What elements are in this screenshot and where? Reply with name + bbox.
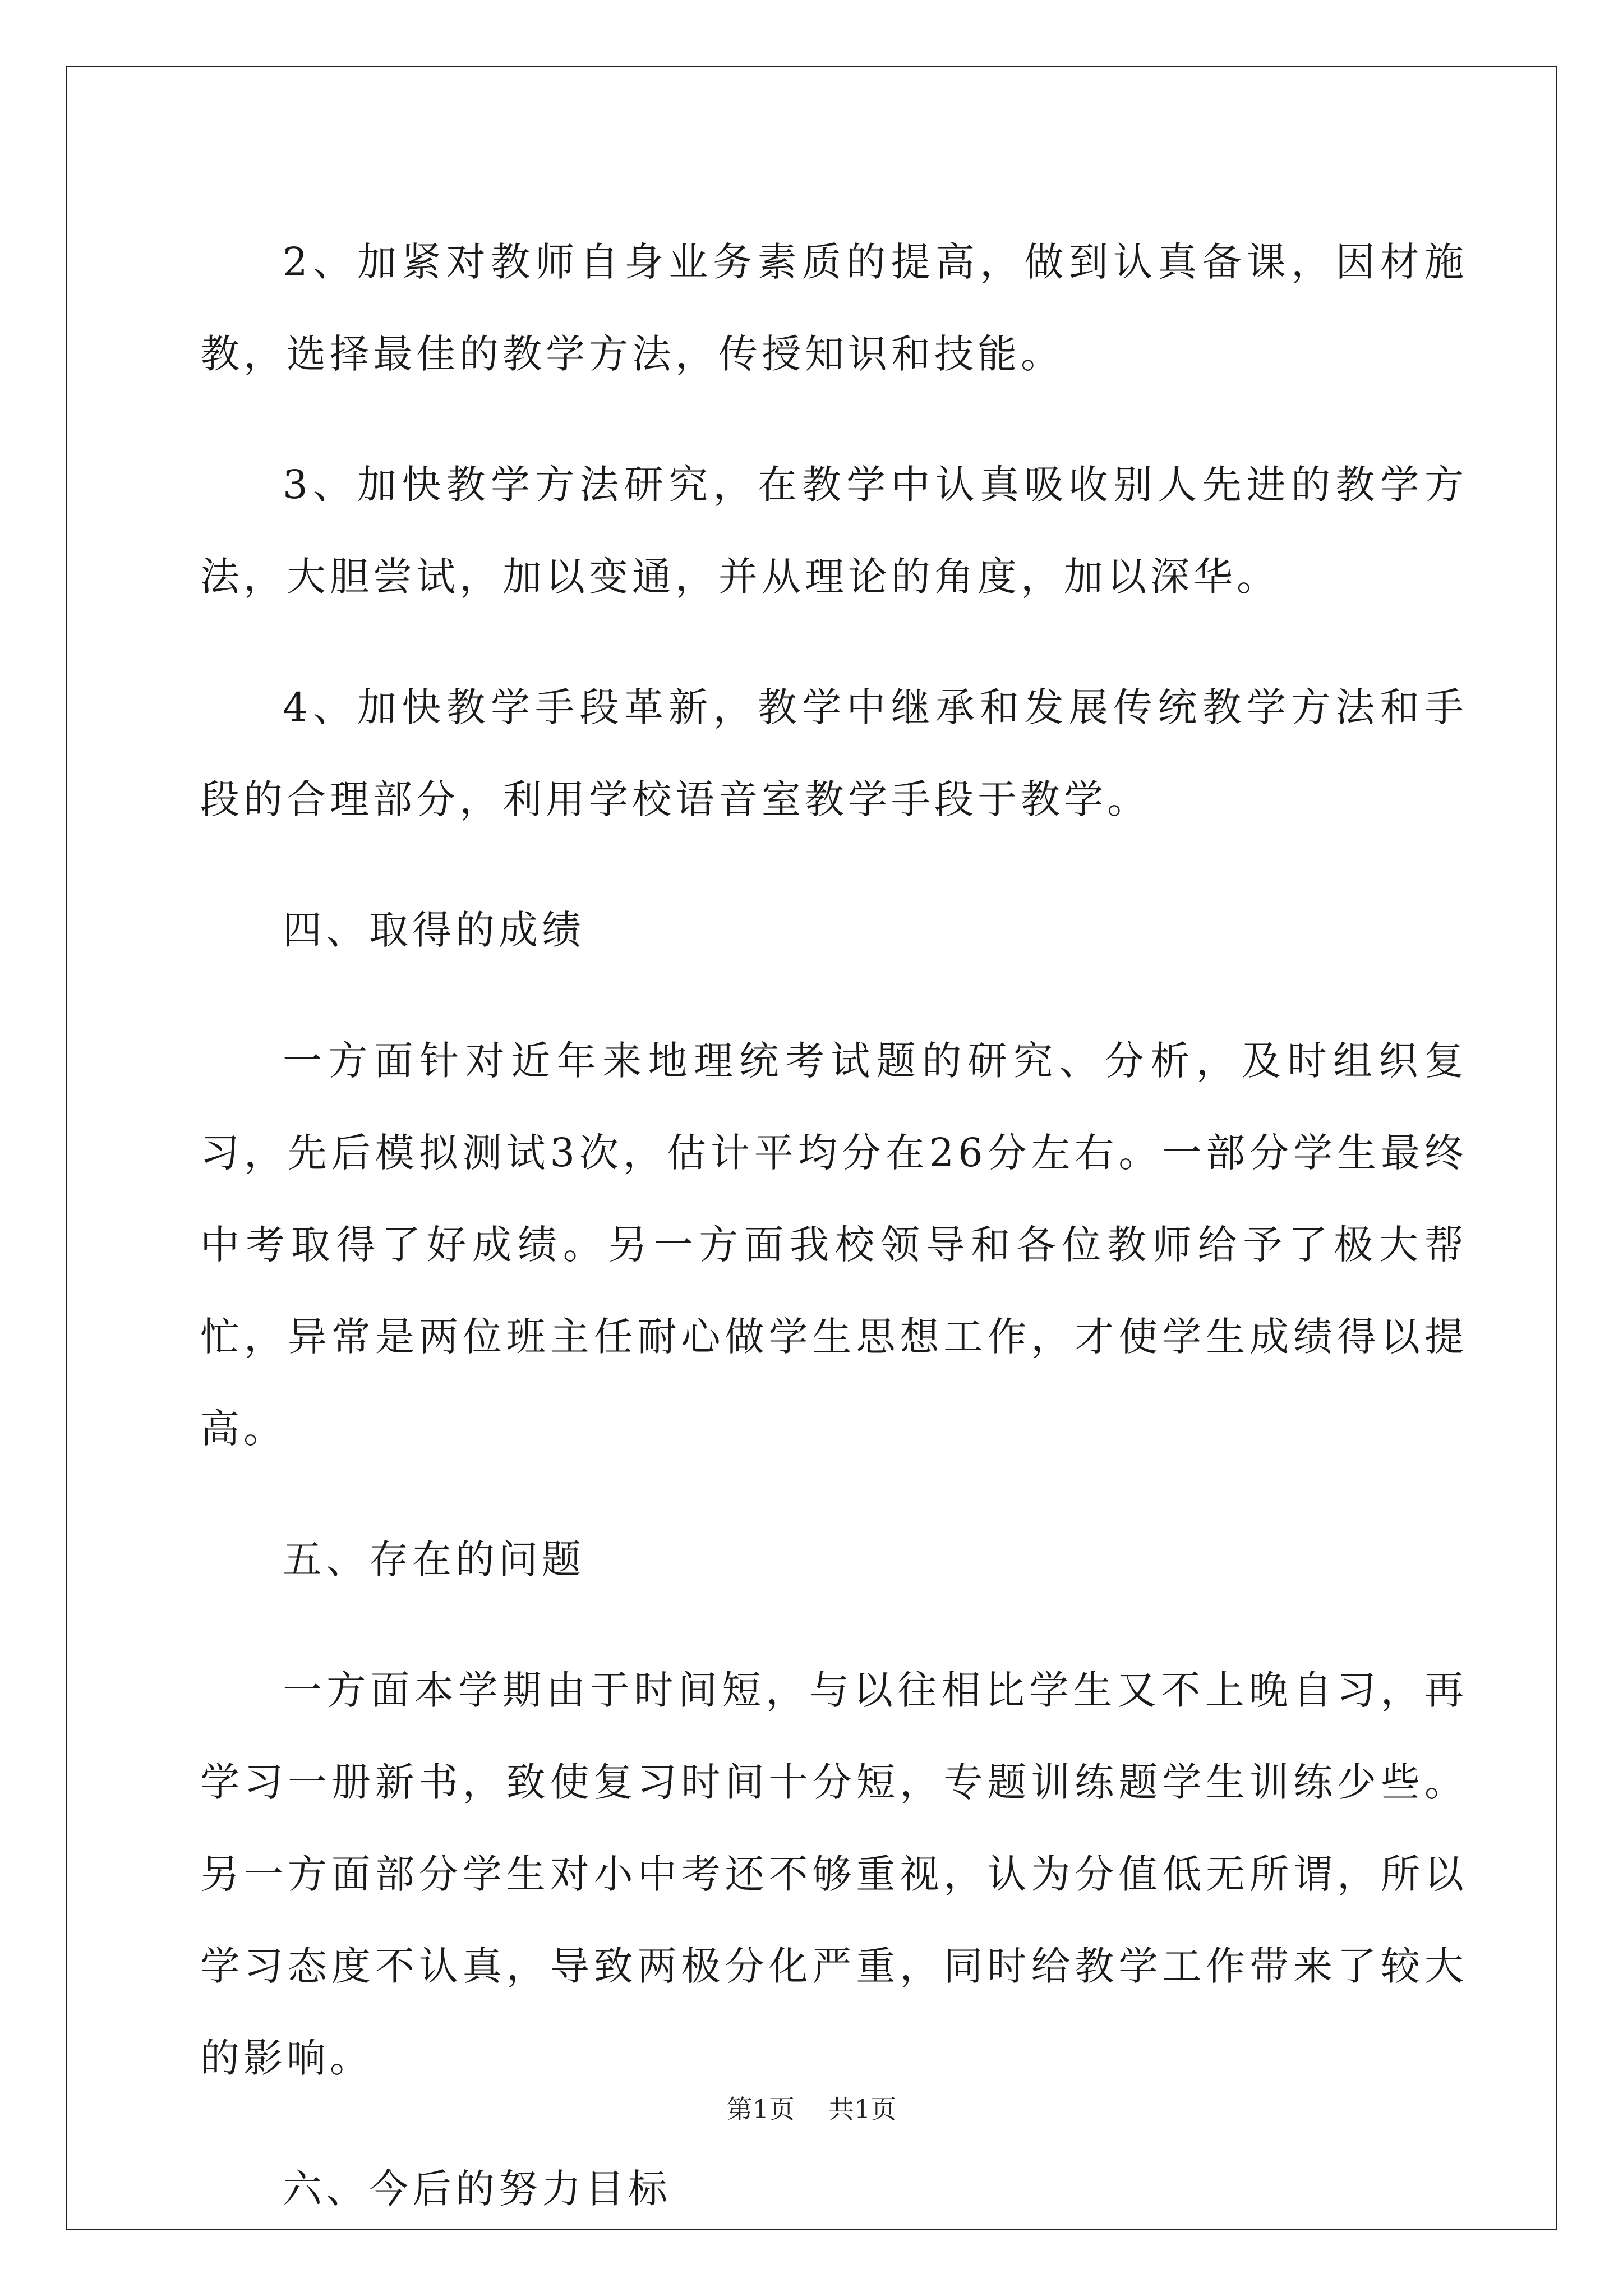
- section-heading-goals: 六、今后的努力目标: [283, 2166, 671, 2212]
- page-number: 第1页: [726, 2094, 795, 2124]
- page-total: 共1页: [828, 2094, 897, 2124]
- paragraph-item-4: 4、加快教学手段革新，教学中继承和发展传统教学方法和手段的合理部分，利用学校语音室教学手段于教学。: [200, 684, 1468, 822]
- section-heading-problems: 五、存在的问题: [283, 1536, 585, 1582]
- paragraph-item-3: 3、加快教学方法研究，在教学中认真吸收别人先进的教学方法，大胆尝试，加以变通，并从理论的角度，加以深华。: [200, 462, 1468, 600]
- document-body: [200, 216, 1468, 2274]
- page-footer: [0, 2092, 1623, 2126]
- section-heading-achievements: 四、取得的成绩: [283, 907, 585, 953]
- paragraph-item-2: 2、加紧对教师自身业务素质的提高，做到认真备课，因材施教，选择最佳的教学方法，传授知识和技能。: [200, 239, 1468, 377]
- paragraph-problems: 一方面本学期由于时间短，与以往相比学生又不上晚自习，再学习一册新书，致使复习时间十分短，专题训练题学生训练少些。另一方面部分学生对小中考还不够重视，认为分值低无所谓，所以学习态度不认真，导致两极分化严重，同时给教学工作带来了较大的影响。: [200, 1667, 1468, 2081]
- paragraph-achievements: 一方面针对近年来地理统考试题的研究、分析，及时组织复习，先后模拟测试3次，估计平均分在26分左右。一部分学生最终中考取得了好成绩。另一方面我校领导和各位教师给予了极大帮忙，异常是两位班主任耐心做学生思想工作，才使学生成绩得以提高。: [200, 1038, 1468, 1452]
